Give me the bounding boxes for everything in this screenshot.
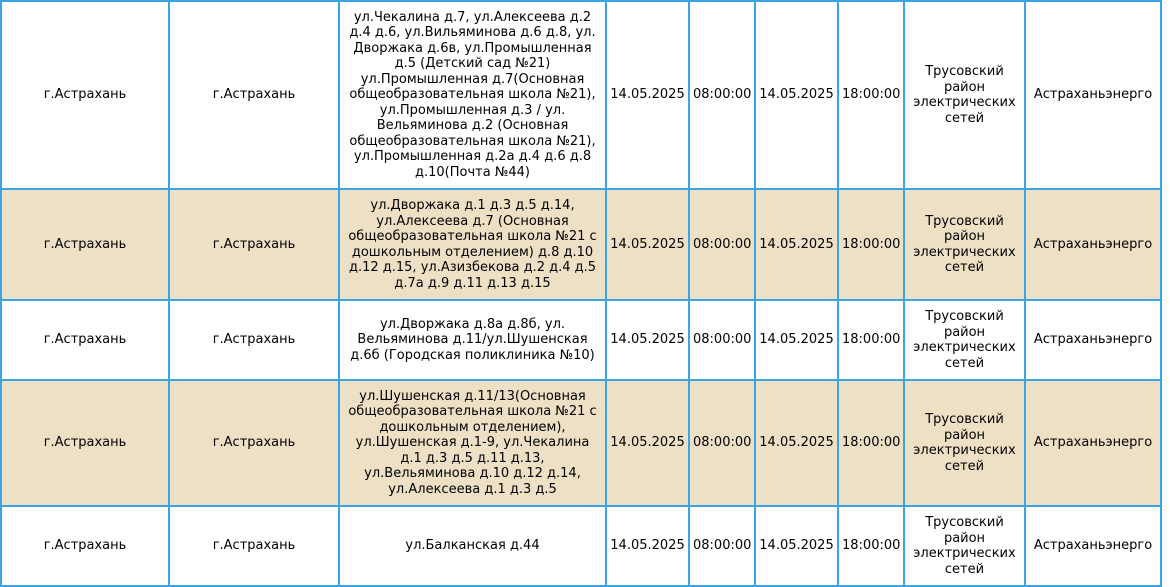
table-row: [1, 380, 1161, 506]
end-date-cell: 14.05.2025: [755, 300, 838, 380]
locality-cell: г.Астрахань: [169, 1, 339, 189]
start-time-cell: 08:00:00: [689, 300, 755, 380]
address-cell: ул.Дворжака д.1 д.3 д.5 д.14, ул.Алексеева д.7 (Основная общеобразовательная школа №21 с дошкольным отделением) д.8 д.10 д.12 д.15, ул.Азизбекова д.2 д.4 д.5 д.7а д.9 д.11 д.13 д.15: [339, 189, 606, 300]
city-cell: г.Астрахань: [1, 506, 169, 586]
locality-cell: г.Астрахань: [169, 380, 339, 506]
district-cell: Трусовский район электрических сетей: [904, 189, 1025, 300]
table-row: [1, 1, 1161, 189]
table-row: [1, 300, 1161, 380]
end-time-cell: 18:00:00: [838, 189, 904, 300]
locality-cell: г.Астрахань: [169, 506, 339, 586]
address-cell: ул.Дворжака д.8а д.8б, ул. Вельяминова д.11/ул.Шушенская д.6б (Городская поликлиника №10): [339, 300, 606, 380]
organization-cell: Астраханьэнерго: [1025, 506, 1161, 586]
start-date-cell: 14.05.2025: [606, 380, 689, 506]
city-cell: г.Астрахань: [1, 380, 169, 506]
address-cell: ул.Чекалина д.7, ул.Алексеева д.2 д.4 д.6, ул.Вильяминова д.6 д.8, ул. Дворжака д.6в, ул.Промышленная д.5 (Детский сад №21) ул.Промышленная д.7(Основная общеобразовательная школа №21), ул.Промышленная д.3 / ул. Вельяминова д.2 (Основная общеобразовательная школа №21), ул.Промышленная д.2а д.4 д.6 д.8 д.10(Почта №44): [339, 1, 606, 189]
table-row: [1, 189, 1161, 300]
start-time-cell: 08:00:00: [689, 189, 755, 300]
locality-cell: г.Астрахань: [169, 300, 339, 380]
end-time-cell: 18:00:00: [838, 300, 904, 380]
end-time-cell: 18:00:00: [838, 1, 904, 189]
start-time-cell: 08:00:00: [689, 380, 755, 506]
district-cell: Трусовский район электрических сетей: [904, 300, 1025, 380]
end-time-cell: 18:00:00: [838, 506, 904, 586]
locality-cell: г.Астрахань: [169, 189, 339, 300]
organization-cell: Астраханьэнерго: [1025, 300, 1161, 380]
table-row: [1, 506, 1161, 586]
district-cell: Трусовский район электрических сетей: [904, 506, 1025, 586]
district-cell: Трусовский район электрических сетей: [904, 1, 1025, 189]
end-date-cell: 14.05.2025: [755, 1, 838, 189]
organization-cell: Астраханьэнерго: [1025, 189, 1161, 300]
organization-cell: Астраханьэнерго: [1025, 1, 1161, 189]
city-cell: г.Астрахань: [1, 300, 169, 380]
city-cell: г.Астрахань: [1, 1, 169, 189]
start-date-cell: 14.05.2025: [606, 300, 689, 380]
end-date-cell: 14.05.2025: [755, 189, 838, 300]
city-cell: г.Астрахань: [1, 189, 169, 300]
end-date-cell: 14.05.2025: [755, 506, 838, 586]
address-cell: ул.Балканская д.44: [339, 506, 606, 586]
end-time-cell: 18:00:00: [838, 380, 904, 506]
start-date-cell: 14.05.2025: [606, 1, 689, 189]
end-date-cell: 14.05.2025: [755, 380, 838, 506]
start-date-cell: 14.05.2025: [606, 189, 689, 300]
organization-cell: Астраханьэнерго: [1025, 380, 1161, 506]
start-date-cell: 14.05.2025: [606, 506, 689, 586]
start-time-cell: 08:00:00: [689, 506, 755, 586]
district-cell: Трусовский район электрических сетей: [904, 380, 1025, 506]
start-time-cell: 08:00:00: [689, 1, 755, 189]
address-cell: ул.Шушенская д.11/13(Основная общеобразовательная школа №21 с дошкольным отделением), ул.Шушенская д.1-9, ул.Чекалина д.1 д.3 д.5 д.11 д.13, ул.Вельяминова д.10 д.12 д.14, ул.Алексеева д.1 д.3 д.5: [339, 380, 606, 506]
